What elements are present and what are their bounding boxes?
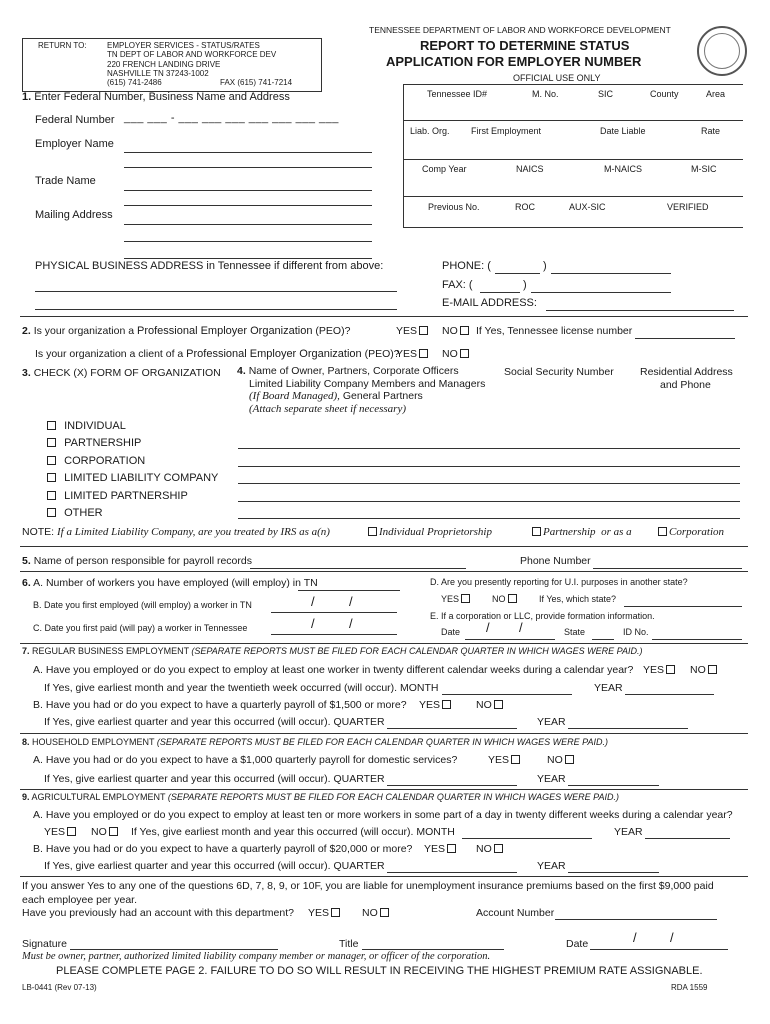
- employer-name-label: Employer Name: [35, 138, 114, 150]
- payroll-person-input[interactable]: [250, 556, 466, 569]
- q3-heading: 3. CHECK (X) FORM OF ORGANIZATION: [22, 367, 221, 379]
- q1-heading: 1. Enter Federal Number, Business Name and Address: [22, 91, 290, 103]
- mailing-address-input-line2[interactable]: [124, 229, 372, 242]
- formation-state-label: State: [564, 627, 586, 637]
- formation-id-label: ID No.: [623, 627, 649, 637]
- official-m-no: M. No.: [532, 89, 559, 99]
- payroll-phone-label: Phone Number: [520, 555, 591, 567]
- org-limited-partnership[interactable]: LIMITED PARTNERSHIP: [45, 488, 218, 505]
- fax-close-paren: ): [523, 279, 527, 291]
- checkbox[interactable]: [419, 326, 428, 335]
- checkbox[interactable]: [460, 326, 469, 335]
- q2-client-question: Is your organization a client of a Professional Employer Organization (PEO)?: [35, 348, 400, 360]
- q6-e: E. If a corporation or LLC, provide formation information.: [430, 611, 655, 621]
- checkbox[interactable]: [47, 473, 56, 482]
- official-m-sic: M-SIC: [691, 164, 717, 174]
- checkbox[interactable]: [494, 844, 503, 853]
- org-individual[interactable]: INDIVIDUAL: [45, 418, 218, 435]
- q2-question: 2. Is your organization a Professional Employer Organization (PEO)?: [22, 325, 351, 337]
- seal-text: [1, 1, 2, 2]
- q2-client-no[interactable]: NO: [442, 348, 471, 360]
- checkbox[interactable]: [368, 527, 377, 536]
- q6-a: 6. A. Number of workers you have employed (will employ) in TN: [22, 577, 318, 589]
- q7-b-no[interactable]: NO: [476, 699, 505, 711]
- q9-month-input[interactable]: [462, 826, 592, 839]
- checkbox[interactable]: [442, 700, 451, 709]
- owner-input-4[interactable]: [238, 489, 740, 502]
- peo-license-label: If Yes, Tennessee license number: [476, 325, 633, 337]
- formation-date-label: Date: [441, 627, 461, 637]
- employer-name-input[interactable]: [124, 140, 372, 153]
- q9-year-label: YEAR: [614, 826, 643, 838]
- physical-address-label: PHYSICAL BUSINESS ADDRESS in Tennessee if different from above:: [35, 260, 384, 272]
- date-slash: /: [633, 930, 637, 945]
- org-corporation[interactable]: CORPORATION: [45, 453, 218, 470]
- checkbox[interactable]: [380, 908, 389, 917]
- divider: [20, 571, 748, 572]
- q7-a: A. Have you employed or do you expect to employ at least one worker in twenty different calendar weeks during a calendar year?: [33, 664, 634, 676]
- owner-input-3[interactable]: [238, 471, 740, 484]
- checkbox[interactable]: [47, 491, 56, 500]
- llc-corporation-option[interactable]: Corporation: [656, 526, 724, 538]
- q9-a: A. Have you employed or do you expect to employ at least ten or more workers in some part of a day in twenty different weeks during a calendar year?: [33, 809, 733, 821]
- mailing-address-input-line3[interactable]: [124, 246, 372, 259]
- owner-input-5[interactable]: [238, 506, 740, 519]
- formation-state-input[interactable]: [592, 627, 614, 640]
- previous-account-question: Have you previously had an account with this department?: [22, 907, 294, 919]
- official-liab-org: Liab. Org.: [410, 126, 450, 136]
- federal-number-label: Federal Number: [35, 114, 115, 126]
- residential-address-label1: Residential Address: [640, 366, 733, 378]
- q9-b-yes[interactable]: YES: [424, 843, 458, 855]
- checkbox[interactable]: [532, 527, 541, 536]
- return-fax: FAX (615) 741-7214: [220, 78, 293, 87]
- divider: [20, 789, 748, 790]
- q7-b: B. Have you had or do you expect to have a quarterly payroll of $1,500 or more?: [33, 699, 407, 711]
- q2-no[interactable]: NO: [442, 325, 471, 337]
- official-first-employment: First Employment: [471, 126, 542, 136]
- official-roc: ROC: [515, 202, 535, 212]
- q7-b-if: If Yes, give earliest quarter and year this occurred (will occur). QUARTER: [44, 716, 385, 728]
- federal-number-input[interactable]: ___ ___ - ___ ___ ___ ___ ___ ___ ___: [124, 112, 339, 124]
- checkbox[interactable]: [666, 665, 675, 674]
- checkbox[interactable]: [461, 594, 470, 603]
- sign-date-label: Date: [566, 938, 589, 950]
- trade-name-input-line2[interactable]: [124, 193, 372, 206]
- form-number: LB-0441 (Rev 07-13): [22, 983, 97, 992]
- phone-close-paren: ): [543, 260, 547, 272]
- previous-account-no[interactable]: NO: [362, 907, 391, 919]
- checkbox[interactable]: [460, 349, 469, 358]
- checkbox[interactable]: [419, 349, 428, 358]
- q6-d: D. Are you presently reporting for U.I. purposes in another state?: [430, 577, 688, 587]
- liability-statement-2: each employee per year.: [22, 894, 137, 906]
- checkbox[interactable]: [109, 827, 118, 836]
- date-slash: /: [311, 616, 315, 631]
- checkbox[interactable]: [67, 827, 76, 836]
- q6-d-yes[interactable]: YES: [441, 594, 472, 604]
- which-state-label: If Yes, which state?: [539, 594, 617, 604]
- date-slash: /: [486, 620, 490, 635]
- fax-label: FAX: (: [442, 279, 473, 291]
- checkbox[interactable]: [447, 844, 456, 853]
- sign-date-input[interactable]: [590, 937, 728, 950]
- q9-b-no[interactable]: NO: [476, 843, 505, 855]
- official-use-title: OFFICIAL USE ONLY: [513, 73, 601, 83]
- official-date-liable: Date Liable: [600, 126, 646, 136]
- q8-a-yes[interactable]: YES: [488, 754, 522, 766]
- title-label: Title: [339, 938, 359, 950]
- q6-c: C. Date you first paid (will pay) a worker in Tennessee: [33, 623, 248, 633]
- first-employed-date-input[interactable]: [271, 600, 397, 613]
- q4-heading: 4. Name of Owner, Partners, Corporate Officers Limited Liability Company Members and Managers (If Board Managed), General Partners (Attach separate sheet if necessary): [237, 365, 486, 415]
- q7-a-yes[interactable]: YES: [643, 664, 677, 676]
- ssn-label: Social Security Number: [504, 366, 614, 378]
- first-paid-date-input[interactable]: [271, 622, 397, 635]
- divider: [20, 546, 748, 547]
- official-area: Area: [706, 89, 726, 99]
- checkbox[interactable]: [47, 438, 56, 447]
- date-slash: /: [349, 616, 353, 631]
- return-to-address: EMPLOYER SERVICES - STATUS/RATES TN DEPT OF LABOR AND WORKFORCE DEV 220 FRENCH LANDING DRIVE NASHVILLE TN 37243-1002: [107, 41, 277, 79]
- q7-a-if: If Yes, give earliest month and year the twentieth week occurred (will occur). MONTH: [44, 682, 439, 694]
- account-number-label: Account Number: [476, 907, 555, 919]
- q7-quarter-input[interactable]: [387, 716, 517, 729]
- checkbox[interactable]: [658, 527, 667, 536]
- official-tennessee-id: Tennessee ID#: [427, 89, 488, 99]
- trade-name-label: Trade Name: [35, 175, 96, 187]
- workers-count-input[interactable]: [298, 578, 400, 591]
- official-verified: VERIFIED: [667, 202, 709, 212]
- q7-heading: 7. REGULAR BUSINESS EMPLOYMENT (SEPARATE REPORTS MUST BE FILED FOR EACH CALENDAR QUARTER IN WHICH WAGES WERE PAID.): [22, 646, 643, 656]
- q9-b-year-label: YEAR: [537, 860, 566, 872]
- mailing-address-label: Mailing Address: [35, 209, 113, 221]
- organization-options: [45, 418, 218, 522]
- llc-partnership-option[interactable]: Partnership or as a: [530, 526, 632, 538]
- q9-b: B. Have you had or do you expect to have a quarterly payroll of $20,000 or more?: [33, 843, 413, 855]
- q7-a-no[interactable]: NO: [690, 664, 719, 676]
- email-label: E-MAIL ADDRESS:: [442, 297, 537, 309]
- date-slash: /: [670, 930, 674, 945]
- checkbox[interactable]: [508, 594, 517, 603]
- formation-id-input[interactable]: [652, 627, 742, 640]
- q9-a-yes[interactable]: YES: [44, 826, 78, 838]
- employer-name-input-line2[interactable]: [124, 155, 372, 168]
- official-naics: NAICS: [516, 164, 544, 174]
- mailing-address-input[interactable]: [124, 212, 372, 225]
- official-previous-no: Previous No.: [428, 202, 480, 212]
- q8-a-if: If Yes, give earliest quarter and year this occurred (will occur). QUARTER: [44, 773, 385, 785]
- q8-a: A. Have you had or do you expect to have a $1,000 quarterly payroll for domestic services?: [33, 754, 458, 766]
- phone-number-input[interactable]: [551, 261, 671, 274]
- physical-address-input-line2[interactable]: [35, 297, 397, 310]
- phone-label: PHONE: (: [442, 260, 491, 272]
- previous-account-yes[interactable]: YES: [308, 907, 342, 919]
- rda-number: RDA 1559: [671, 983, 708, 992]
- org-llc[interactable]: LIMITED LIABILITY COMPANY: [45, 470, 218, 487]
- q5-label: 5. Name of person responsible for payroll records: [22, 555, 252, 567]
- org-partnership[interactable]: PARTNERSHIP: [45, 435, 218, 452]
- q2-yes[interactable]: YES: [396, 325, 430, 337]
- signature-input[interactable]: [70, 937, 278, 950]
- complete-page-2-notice: PLEASE COMPLETE PAGE 2. FAILURE TO DO SO WILL RESULT IN RECEIVING THE HIGHEST PREMIUM RATE ASSIGNABLE.: [56, 965, 703, 977]
- form-title-line2: APPLICATION FOR EMPLOYER NUMBER: [386, 54, 642, 69]
- which-state-input[interactable]: [624, 594, 742, 607]
- liability-statement-1: If you answer Yes to any one of the questions 6D, 7, 8, 9, or 10F, you are liable for unemployment insurance premiums based on the first $9,000 paid: [22, 880, 714, 892]
- q8-a-no[interactable]: NO: [547, 754, 576, 766]
- return-to-label: RETURN TO:: [38, 41, 87, 50]
- form-title-line1: REPORT TO DETERMINE STATUS: [420, 38, 630, 53]
- q9-year-input[interactable]: [645, 826, 730, 839]
- fax-area-code-input[interactable]: [480, 280, 520, 293]
- official-rate: Rate: [701, 126, 721, 136]
- checkbox[interactable]: [331, 908, 340, 917]
- checkbox[interactable]: [494, 700, 503, 709]
- account-number-input[interactable]: [555, 907, 717, 920]
- divider: [20, 643, 748, 644]
- signature-label: Signature: [22, 938, 67, 950]
- q2-client-yes[interactable]: YES: [396, 348, 430, 360]
- residential-address-label2: and Phone: [660, 379, 711, 391]
- official-m-naics: M-NAICS: [604, 164, 642, 174]
- signer-title-input[interactable]: [362, 937, 504, 950]
- org-other[interactable]: OTHER: [45, 505, 218, 522]
- q6-d-no[interactable]: NO: [492, 594, 519, 604]
- phone-area-code-input[interactable]: [495, 261, 540, 274]
- checkbox[interactable]: [565, 755, 574, 764]
- q7-b-yes[interactable]: YES: [419, 699, 453, 711]
- owner-input-1[interactable]: [238, 436, 740, 449]
- checkbox[interactable]: [708, 665, 717, 674]
- signer-requirement: Must be owner, partner, authorized limited liability company member or manager, or officer of the corporation.: [22, 951, 491, 962]
- q9-quarter-input[interactable]: [387, 860, 517, 873]
- q8-quarter-input[interactable]: [387, 773, 517, 786]
- divider: [20, 876, 748, 877]
- owner-input-2[interactable]: [238, 454, 740, 467]
- q8-year-label: YEAR: [537, 773, 566, 785]
- department-name: TENNESSEE DEPARTMENT OF LABOR AND WORKFORCE DEVELOPMENT: [369, 25, 671, 35]
- q7-b-year-input[interactable]: [568, 716, 688, 729]
- q7-year-input[interactable]: [625, 682, 714, 695]
- official-sic: SIC: [598, 89, 614, 99]
- date-slash: /: [311, 594, 315, 609]
- checkbox[interactable]: [47, 456, 56, 465]
- date-slash: /: [349, 594, 353, 609]
- physical-address-input[interactable]: [35, 279, 397, 292]
- q9-b-year-input[interactable]: [568, 860, 659, 873]
- llc-note: NOTE: If a Limited Liability Company, are you treated by IRS as a(n): [22, 526, 330, 538]
- divider: [20, 316, 748, 317]
- llc-individual-option[interactable]: Individual Proprietorship: [366, 526, 492, 538]
- q7-b-year-label: YEAR: [537, 716, 566, 728]
- return-phone: (615) 741-2486: [107, 78, 162, 87]
- checkbox[interactable]: [511, 755, 520, 764]
- q9-heading: 9. AGRICULTURAL EMPLOYMENT (SEPARATE REPORTS MUST BE FILED FOR EACH CALENDAR QUARTER IN WHICH WAGES WERE PAID.): [22, 792, 619, 802]
- q9-a-if: If Yes, give earliest month and year this occurred (will occur). MONTH: [131, 826, 455, 838]
- q9-b-if: If Yes, give earliest quarter and year this occurred (will occur). QUARTER: [44, 860, 385, 872]
- q8-year-input[interactable]: [568, 773, 659, 786]
- formation-date-input[interactable]: [465, 627, 555, 640]
- peo-license-input[interactable]: [635, 326, 735, 339]
- official-county: County: [650, 89, 679, 99]
- checkbox[interactable]: [47, 421, 56, 430]
- q6-b: B. Date you first employed (will employ) a worker in TN: [33, 600, 252, 610]
- state-seal-icon: [697, 26, 747, 76]
- divider: [20, 733, 748, 734]
- date-slash: /: [519, 620, 523, 635]
- q7-year-label: YEAR: [594, 682, 623, 694]
- official-aux-sic: AUX-SIC: [569, 202, 606, 212]
- q9-a-no[interactable]: NO: [91, 826, 120, 838]
- q7-month-input[interactable]: [442, 682, 572, 695]
- email-input[interactable]: [546, 298, 734, 311]
- trade-name-input[interactable]: [124, 178, 372, 191]
- fax-number-input[interactable]: [531, 280, 671, 293]
- official-comp-year: Comp Year: [422, 164, 467, 174]
- q8-heading: 8. HOUSEHOLD EMPLOYMENT (SEPARATE REPORTS MUST BE FILED FOR EACH CALENDAR QUARTER IN WHICH WAGES WERE PAID.): [22, 737, 608, 747]
- checkbox[interactable]: [47, 508, 56, 517]
- payroll-phone-input[interactable]: [593, 556, 742, 569]
